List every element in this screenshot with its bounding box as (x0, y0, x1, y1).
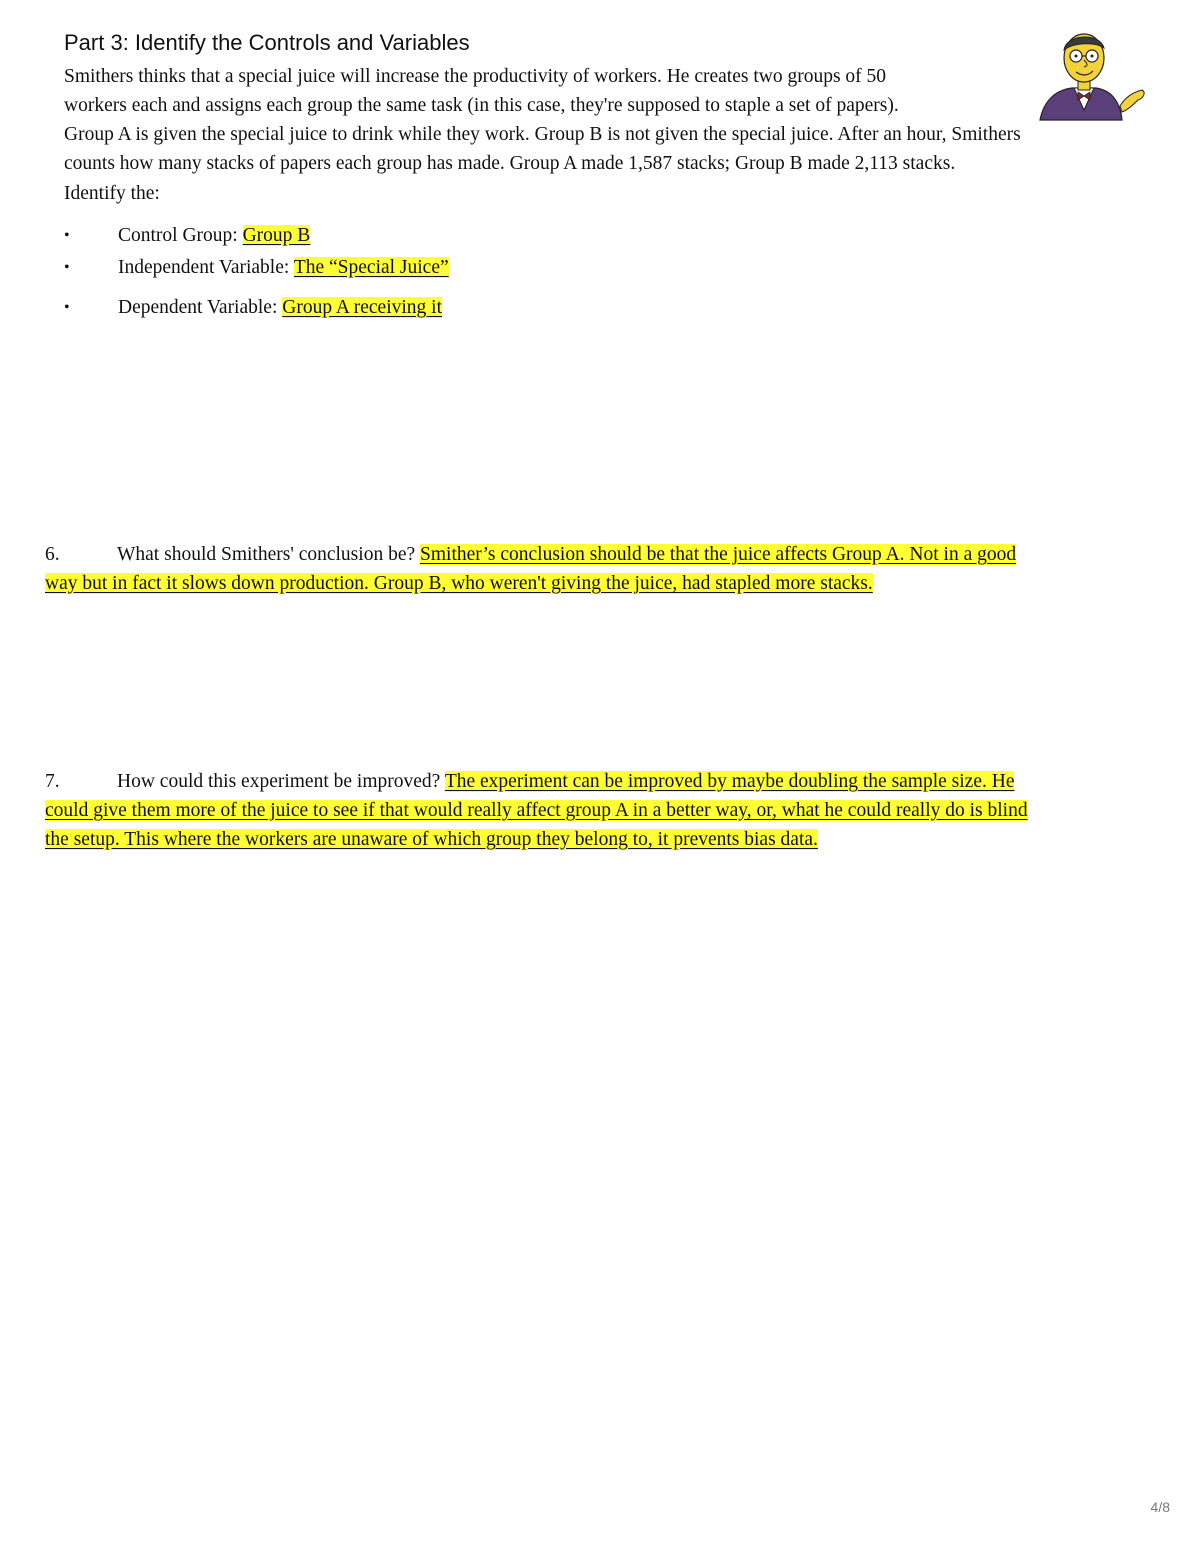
intro-line: Group A is given the special juice to drink while they work. Group B is not given the special juice. After an hour, Smithers (64, 124, 1021, 145)
question-text: How could this experiment be improved? (117, 771, 445, 792)
identify-label: Identify the: (64, 183, 160, 204)
question-number: 6. (45, 544, 60, 565)
question-7 (45, 767, 1157, 854)
highlighted-answer: Smither’s conclusion should be that the juice affects Group A. Not in a good (420, 544, 1017, 565)
highlighted-answer: the setup. This where the workers are unaware of which group they belong to, it prevents bias data. (45, 829, 818, 850)
item-label: Independent Variable: (118, 257, 294, 278)
list-item-dependent-variable (64, 294, 449, 326)
bullet-icon: • (64, 227, 70, 244)
question-text: What should Smithers' conclusion be? (117, 544, 421, 565)
intro-line: counts how many stacks of papers each group has made. Group A made 1,587 stacks; Group B made 2,113 stacks. (64, 153, 956, 174)
page-number: 4/8 (1150, 1499, 1170, 1515)
item-label: Control Group: (118, 225, 243, 246)
intro-line: Smithers thinks that a special juice will increase the productivity of workers. He creates two groups of 50 (64, 66, 887, 87)
list-item-independent-variable (64, 254, 449, 286)
list-item-control-group (64, 222, 449, 254)
highlighted-answer: could give them more of the juice to see if that would really affect group A in a better way, or, what he could really do is blind (45, 800, 1028, 821)
page-title: Part 3: Identify the Controls and Variables (64, 30, 470, 55)
intro-paragraph (64, 62, 1174, 178)
question-6 (45, 540, 1157, 598)
highlighted-answer: Group B (242, 225, 311, 246)
bullet-icon: • (64, 299, 70, 316)
highlighted-answer: way but in fact it slows down production. Group B, who weren't giving the juice, had stapled more stacks. (45, 573, 873, 594)
intro-line: workers each and assigns each group the same task (in this case, they're supposed to staple a set of papers). (64, 95, 899, 116)
answers-list (64, 222, 449, 326)
highlighted-answer: The “Special Juice” (293, 257, 449, 278)
highlighted-answer: Group A receiving it (282, 297, 443, 318)
item-label: Dependent Variable: (118, 297, 283, 318)
highlighted-answer: The experiment can be improved by maybe doubling the sample size. He (444, 771, 1015, 792)
bullet-icon: • (64, 259, 70, 276)
question-number: 7. (45, 771, 60, 792)
